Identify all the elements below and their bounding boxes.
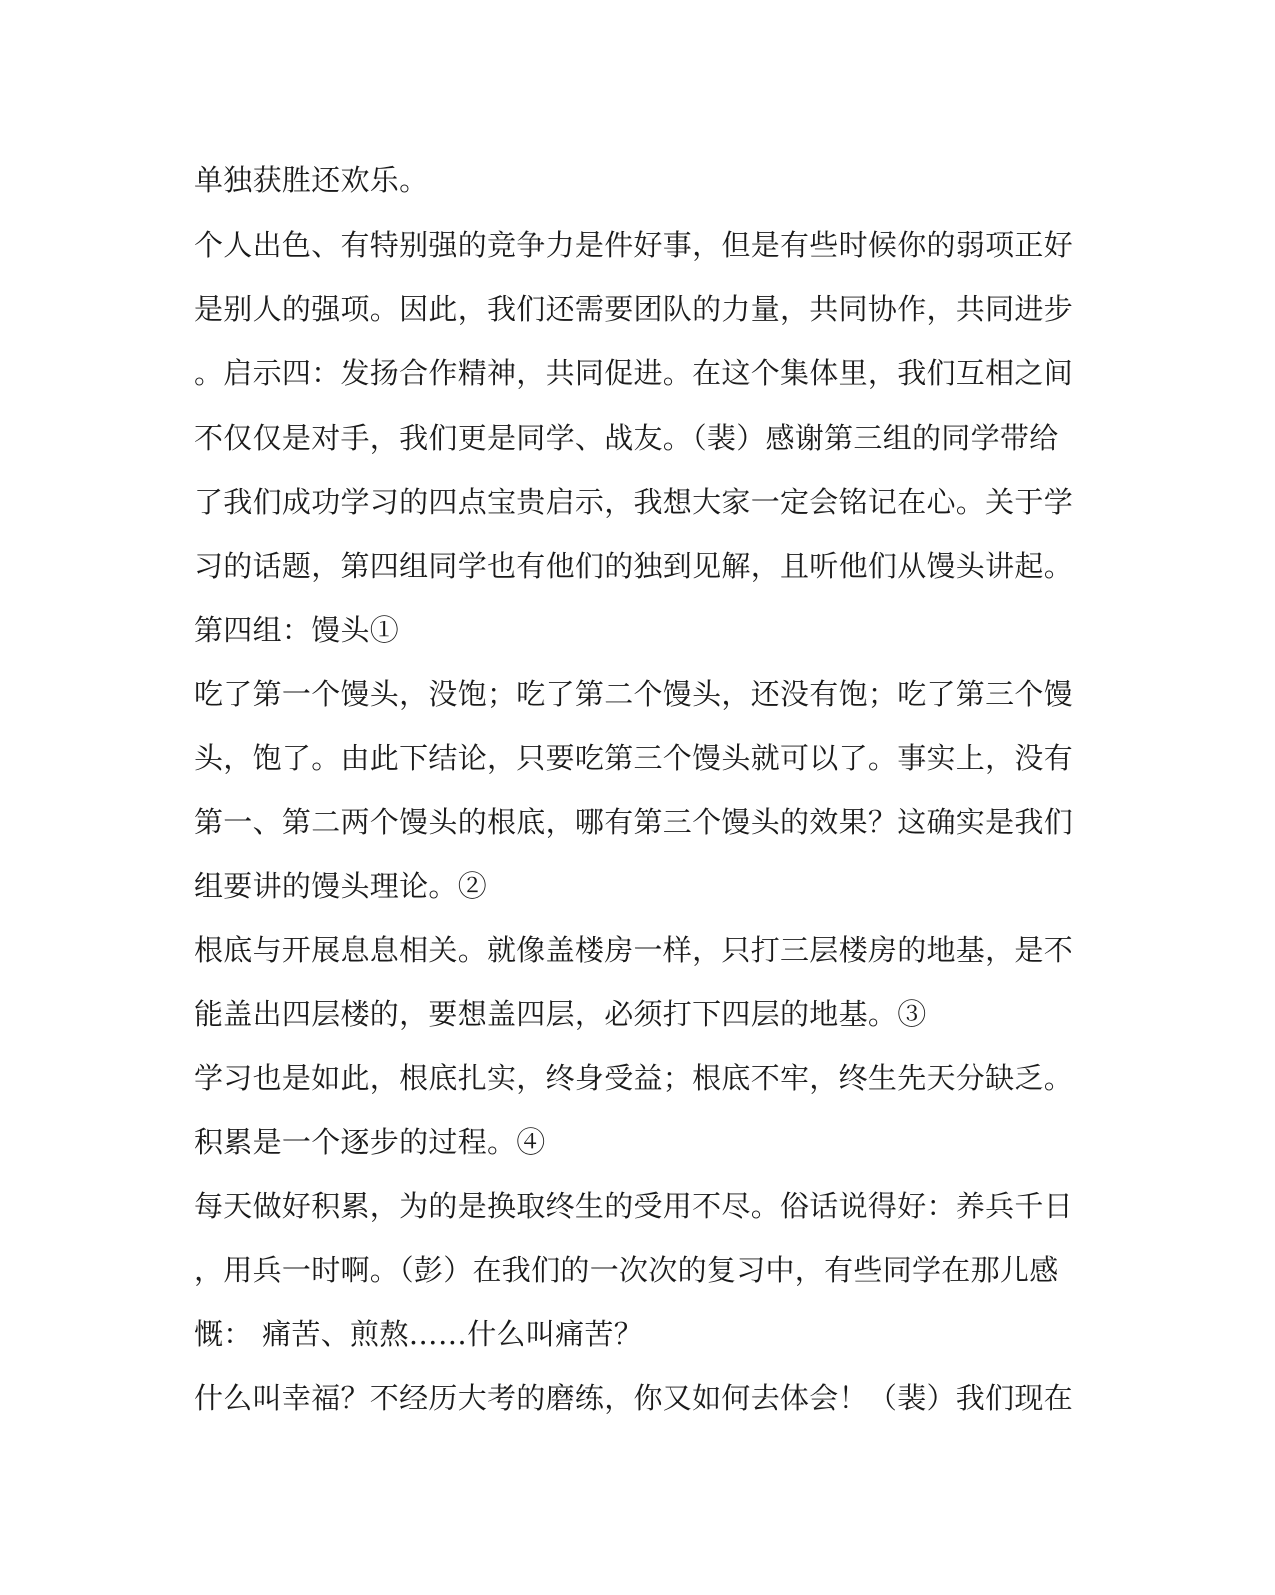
text-line: 组要讲的馒头理论。② [194, 869, 488, 903]
text-line: 第一、第二两个馒头的根底，哪有第三个馒头的效果？这确实是我们 [194, 805, 1074, 839]
text-line: ，用兵一时啊。（彭）在我们的一次次的复习中，有些同学在那儿感 [194, 1253, 1059, 1287]
text-line: 是别人的强项。因此，我们还需要团队的力量，共同协作，共同进步 [194, 292, 1074, 326]
text-line: 个人出色、有特别强的竞争力是件好事，但是有些时候你的弱项正好 [194, 228, 1074, 262]
text-line: 吃了第一个馒头，没饱；吃了第二个馒头，还没有饱；吃了第三个馒 [194, 677, 1074, 711]
text-line: 什么叫幸福？不经历大考的磨练，你又如何去体会！（裴）我们现在 [194, 1381, 1074, 1415]
text-line: 学习也是如此，根底扎实，终身受益；根底不牢，终生先天分缺乏。 [194, 1061, 1074, 1095]
text-line: 单独获胜还欢乐。 [194, 163, 429, 197]
text-line: 每天做好积累，为的是换取终生的受用不尽。俗话说得好：养兵千日 [194, 1189, 1074, 1223]
text-line: 能盖出四层楼的，要想盖四层，必须打下四层的地基。③ [194, 997, 927, 1031]
text-line: 慨： 痛苦、煎熬……什么叫痛苦？ [194, 1317, 644, 1351]
text-line: 了我们成功学习的四点宝贵启示，我想大家一定会铭记在心。关于学 [194, 485, 1074, 519]
text-line: 习的话题，第四组同学也有他们的独到见解，且听他们从馒头讲起。 [194, 549, 1074, 583]
section-heading: 第四组：馒头① [194, 613, 400, 647]
text-line: 根底与开展息息相关。就像盖楼房一样，只打三层楼房的地基，是不 [194, 933, 1074, 967]
text-line: 头，饱了。由此下结论，只要吃第三个馒头就可以了。事实上，没有 [194, 741, 1074, 775]
text-line: 不仅仅是对手，我们更是同学、战友。（裴）感谢第三组的同学带给 [194, 421, 1059, 455]
text-line: 。启示四：发扬合作精神，共同促进。在这个集体里，我们互相之间 [194, 356, 1074, 390]
text-line: 积累是一个逐步的过程。④ [194, 1125, 546, 1159]
